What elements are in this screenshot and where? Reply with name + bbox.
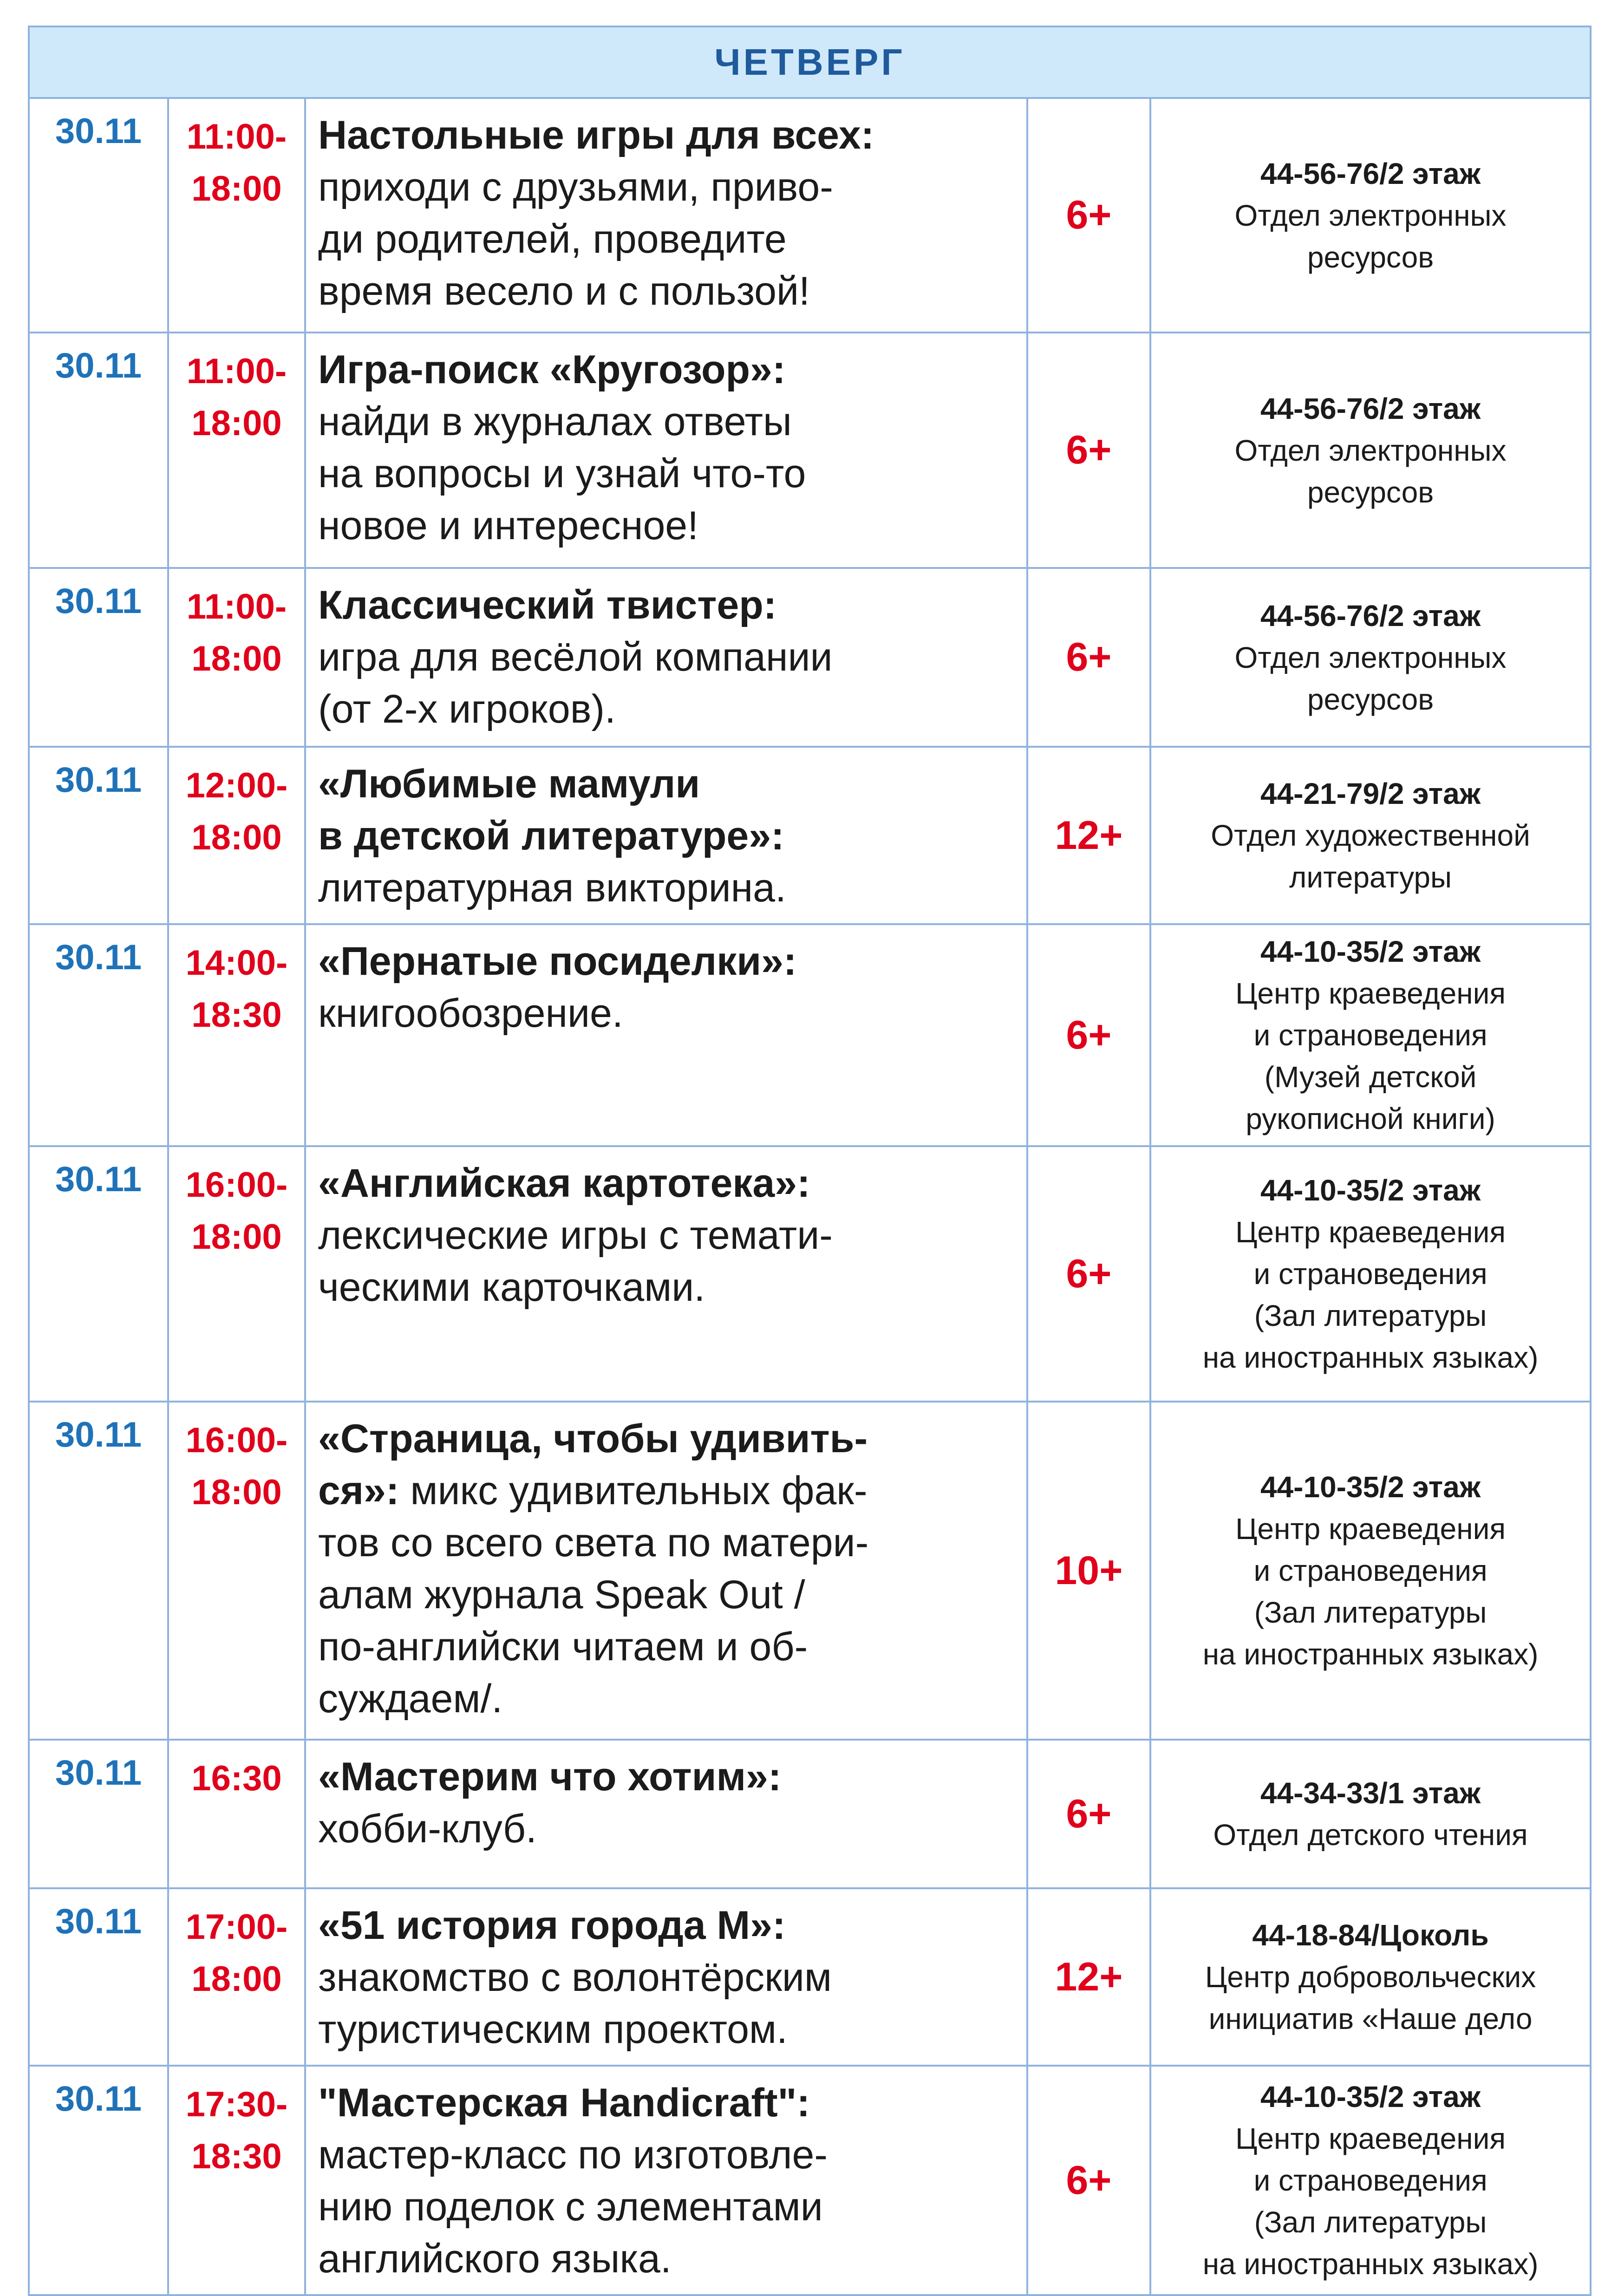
event-desc-line: нию поделок с элементами: [318, 2185, 823, 2229]
event-title-tail: ся»:: [318, 1468, 399, 1513]
event-title: "Мастерская Handicraft":: [318, 2081, 810, 2125]
event-time-line: 17:00-: [185, 1907, 288, 1947]
contact-phone: 44-10-35/2 этаж: [1260, 935, 1481, 968]
event-description: [305, 924, 1027, 1146]
event-time-line: 11:00-: [186, 117, 287, 157]
event-time-line: 16:00-: [185, 1165, 288, 1205]
event-time-line: 18:00: [191, 169, 282, 209]
department-line: Центр добровольческих: [1205, 1960, 1536, 1994]
department-line: на иностранных языках): [1202, 1637, 1539, 1671]
event-time-line: 16:30: [191, 1759, 282, 1798]
event-time-line: 11:00-: [186, 587, 287, 626]
event-date: 30.11: [29, 1740, 168, 1888]
event-location: [1150, 2066, 1591, 2295]
event-date: 30.11: [29, 568, 168, 747]
event-row: [29, 1146, 1591, 1402]
department-line: (Зал литературы: [1254, 1596, 1487, 1629]
event-desc-line: мастер-класс по изготовле-: [318, 2133, 828, 2177]
event-desc-line: тов со всего света по матери-: [318, 1520, 869, 1565]
department-line: Отдел художественной: [1211, 819, 1530, 852]
age-rating: 6+: [1027, 98, 1150, 333]
department-line: (Зал литературы: [1254, 2205, 1487, 2239]
age-rating: 6+: [1027, 2066, 1150, 2295]
event-title: «Английская картотека»:: [318, 1161, 810, 1206]
event-row: [29, 1888, 1591, 2066]
event-desc-line: литературная викторина.: [318, 866, 786, 910]
department-line: и страноведения: [1253, 2164, 1488, 2197]
department-line: и страноведения: [1253, 1018, 1488, 1052]
age-rating: 12+: [1027, 747, 1150, 924]
event-location: [1150, 924, 1591, 1146]
event-desc-line: найди в журналах ответы: [318, 399, 792, 444]
event-location: [1150, 747, 1591, 924]
event-row: [29, 1740, 1591, 1888]
event-time: [168, 924, 305, 1146]
event-desc-line: на вопросы и узнай что-то: [318, 451, 806, 496]
event-description: [305, 333, 1027, 568]
department-line: Центр краеведения: [1235, 977, 1506, 1010]
department-line: и страноведения: [1253, 1554, 1488, 1587]
event-row: [29, 2066, 1591, 2295]
event-description: [305, 1146, 1027, 1402]
event-location: [1150, 98, 1591, 333]
event-desc-first-line: микс удивительных фак-: [399, 1468, 868, 1513]
event-date: 30.11: [29, 1146, 168, 1402]
department-line: на иностранных языках): [1202, 1341, 1539, 1374]
event-title-line-2: в детской литературе»:: [318, 814, 784, 858]
event-time-line: 18:30: [191, 2137, 282, 2176]
event-time-line: 18:00: [191, 1959, 282, 1999]
event-desc-line: ди родителей, проведите: [318, 217, 787, 261]
event-title: «Пернатые посиделки»:: [318, 939, 797, 984]
event-date: 30.11: [29, 1402, 168, 1740]
department-line: Центр краеведения: [1235, 1512, 1506, 1546]
event-time: [168, 1740, 305, 1888]
event-time: [168, 98, 305, 333]
event-time-line: 11:00-: [186, 352, 287, 391]
contact-phone: 44-21-79/2 этаж: [1260, 777, 1481, 810]
event-time-line: 18:00: [191, 818, 282, 857]
department-line: Отдел детского чтения: [1213, 1818, 1528, 1852]
department-line: Отдел электронных: [1234, 640, 1507, 674]
department-line: Отдел электронных: [1234, 433, 1507, 467]
event-title: «Любимые мамули: [318, 762, 700, 806]
department-line: ресурсов: [1307, 240, 1434, 274]
contact-phone: 44-10-35/2 этаж: [1260, 1470, 1481, 1504]
event-description: [305, 1888, 1027, 2066]
event-desc-line: туристическим проектом.: [318, 2007, 788, 2052]
department-line: Центр краеведения: [1235, 2122, 1506, 2155]
event-date: 30.11: [29, 333, 168, 568]
event-date: 30.11: [29, 924, 168, 1146]
event-time-line: 18:00: [191, 1473, 282, 1512]
event-time-line: 16:00-: [185, 1421, 288, 1460]
header-row: [29, 26, 1591, 98]
event-desc-line: приходи с друзьями, приво-: [318, 165, 833, 209]
event-location: [1150, 1146, 1591, 1402]
event-time-line: 14:00-: [185, 943, 288, 983]
department-line: ресурсов: [1307, 475, 1434, 509]
event-description: [305, 98, 1027, 333]
age-rating: 6+: [1027, 333, 1150, 568]
event-desc-line: книгообозрение.: [318, 991, 623, 1036]
event-title: Классический твистер:: [318, 583, 777, 627]
event-title: «51 история города М»:: [318, 1903, 786, 1948]
event-description: [305, 747, 1027, 924]
department-line: на иностранных языках): [1202, 2247, 1539, 2281]
contact-phone: 44-10-35/2 этаж: [1260, 1174, 1481, 1207]
department-line: ресурсов: [1307, 682, 1434, 716]
event-location: [1150, 1888, 1591, 2066]
department-line: Отдел электронных: [1234, 198, 1507, 232]
event-time-line: 18:00: [191, 404, 282, 443]
event-desc-line: знакомство с волонтёрским: [318, 1955, 832, 2000]
department-line: Центр краеведения: [1235, 1215, 1506, 1249]
event-date: 30.11: [29, 747, 168, 924]
department-line: (Зал литературы: [1254, 1299, 1487, 1332]
age-rating: 12+: [1027, 1888, 1150, 2066]
department-line: литературы: [1289, 861, 1452, 894]
event-description: [305, 2066, 1027, 2295]
event-date: 30.11: [29, 98, 168, 333]
event-date: 30.11: [29, 1888, 168, 2066]
contact-phone: 44-10-35/2 этаж: [1260, 2080, 1481, 2113]
event-title-continuation: [318, 1465, 1017, 1517]
department-line: инициатив «Наше дело: [1208, 2002, 1533, 2035]
event-time: [168, 2066, 305, 2295]
department-line: и страноведения: [1253, 1257, 1488, 1291]
event-title: «Страница, чтобы удивить-: [318, 1416, 868, 1461]
event-desc-line: ческими карточками.: [318, 1265, 705, 1310]
age-rating: 6+: [1027, 924, 1150, 1146]
contact-phone: 44-56-76/2 этаж: [1260, 391, 1481, 425]
department-line: (Музей детской: [1264, 1060, 1477, 1094]
contact-phone: 44-18-84/Цоколь: [1252, 1918, 1489, 1952]
age-rating: 10+: [1027, 1402, 1150, 1740]
event-desc-line: время весело и с пользой!: [318, 269, 810, 313]
day-heading: ЧЕТВЕРГ: [29, 26, 1591, 98]
event-location: [1150, 568, 1591, 747]
event-location: [1150, 333, 1591, 568]
contact-phone: 44-56-76/2 этаж: [1260, 599, 1481, 633]
event-location: [1150, 1740, 1591, 1888]
event-time-line: 18:30: [191, 995, 282, 1035]
event-title: Настольные игры для всех:: [318, 113, 874, 157]
event-desc-line: по-английски читаем и об-: [318, 1624, 808, 1669]
event-time: [168, 747, 305, 924]
event-time: [168, 1888, 305, 2066]
event-desc-line: игра для весёлой компании: [318, 635, 833, 679]
event-desc-line: английского языка.: [318, 2237, 672, 2281]
age-rating: 6+: [1027, 568, 1150, 747]
event-row: [29, 747, 1591, 924]
age-rating: 6+: [1027, 1740, 1150, 1888]
event-description: [305, 1402, 1027, 1740]
event-desc-line: лексические игры с темати-: [318, 1213, 833, 1258]
event-description: [305, 568, 1027, 747]
event-location: [1150, 1402, 1591, 1740]
event-row: [29, 333, 1591, 568]
event-time-line: 18:00: [191, 639, 282, 678]
event-date: 30.11: [29, 2066, 168, 2295]
schedule-sheet: [28, 26, 1590, 2296]
event-desc-line: новое и интересное!: [318, 503, 699, 548]
department-line: рукописной книги): [1246, 1102, 1495, 1135]
event-title: «Мастерим что хотим»:: [318, 1755, 782, 1799]
event-time: [168, 1402, 305, 1740]
event-description: [305, 1740, 1027, 1888]
event-time: [168, 1146, 305, 1402]
event-title: Игра-поиск «Кругозор»:: [318, 347, 786, 392]
event-row: [29, 1402, 1591, 1740]
event-desc-line: хобби-клуб.: [318, 1807, 537, 1851]
event-time: [168, 568, 305, 747]
contact-phone: 44-34-33/1 этаж: [1260, 1776, 1481, 1810]
event-time: [168, 333, 305, 568]
event-time-line: 18:00: [191, 1217, 282, 1257]
event-desc-line: (от 2-х игроков).: [318, 687, 616, 731]
event-desc-line: суждаем/.: [318, 1676, 503, 1721]
event-desc-line: алам журнала Speak Out /: [318, 1572, 805, 1617]
event-row: [29, 924, 1591, 1146]
event-time-line: 12:00-: [185, 766, 288, 805]
event-row: [29, 568, 1591, 747]
schedule-table: [28, 26, 1592, 2296]
age-rating: 6+: [1027, 1146, 1150, 1402]
event-row: [29, 98, 1591, 333]
contact-phone: 44-56-76/2 этаж: [1260, 157, 1481, 190]
event-time-line: 17:30-: [185, 2085, 288, 2124]
